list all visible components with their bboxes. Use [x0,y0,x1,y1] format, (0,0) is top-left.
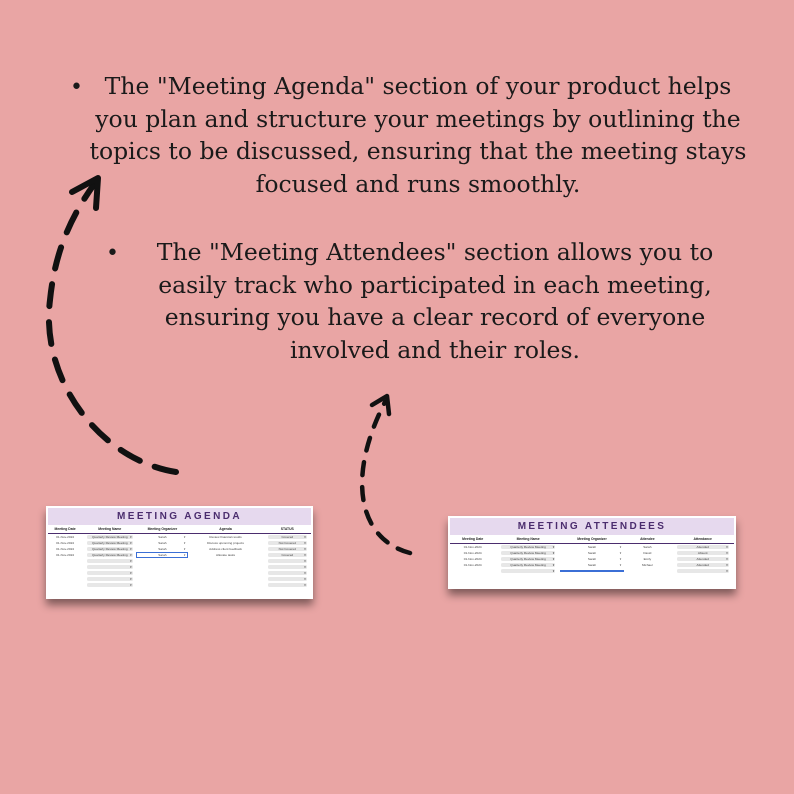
table-cell[interactable] [495,563,560,567]
col-meeting-name: Meeting Name [98,527,122,531]
col-meeting-date: Meeting Date [54,527,76,531]
dropdown-pill[interactable]: Covered ▾ [268,553,307,557]
dropdown-pill[interactable] [87,577,133,581]
col-meeting-organizer: Meeting Organizer [147,527,178,531]
table-cell[interactable] [671,569,733,574]
dropdown-pill[interactable] [87,559,133,563]
dropdown-pill[interactable]: Attended ▾ [677,557,729,561]
dropdown-pill[interactable]: Quarterly Review Meeting ▾ [501,557,555,561]
table-cell[interactable]: Emily [643,557,652,562]
table-cell[interactable]: 01-Nov-2024 [56,541,75,546]
dropdown-pill[interactable] [87,571,133,575]
dropdown-pill[interactable]: Quarterly Review Meeting ▾ [87,553,133,557]
table-cell[interactable]: Michael [642,563,653,568]
dropdown-pill[interactable]: Quarterly Review Meeting ▾ [87,541,133,545]
dropdown-pill[interactable]: Attended ▾ [677,563,729,567]
table-cell[interactable] [82,583,137,588]
dropdown-pill[interactable] [268,577,307,581]
table-cell[interactable]: Sarah ▾ [561,563,623,567]
arrowhead-right-icon [372,396,389,414]
col-agenda: Agenda [219,527,232,531]
table-cell[interactable]: Sarah [643,545,652,550]
table-cell[interactable] [671,551,733,555]
dashed-arrow-left [49,183,176,472]
dropdown-pill[interactable] [87,583,133,587]
table-cell[interactable] [264,559,311,564]
dropdown-pill[interactable] [268,565,307,569]
dropdown-pill[interactable]: Quarterly Review Meeting ▾ [87,547,133,551]
table-row [48,583,311,589]
col-status: STATUS [280,527,294,531]
table-cell[interactable]: 01-Nov-2024 [463,557,482,562]
col-meeting-date: Meeting Date [462,537,484,541]
dropdown-pill[interactable]: Quarterly Review Meeting ▾ [501,551,555,555]
dropdown-pill[interactable] [268,571,307,575]
table-cell[interactable] [82,541,137,545]
table-cell[interactable] [264,571,311,576]
table-cell[interactable]: Sarah ▾ [137,541,187,545]
dropdown-pill[interactable]: Quarterly Review Meeting ▾ [501,563,555,567]
table-cell[interactable] [495,551,560,555]
table-cell[interactable]: Allocate tasks [215,553,236,558]
dropdown-pill[interactable] [677,569,729,573]
table-cell[interactable] [495,557,560,561]
table-cell[interactable]: Sarah ▾ [137,553,187,557]
table-cell[interactable] [82,565,137,570]
agenda-sheet-thumbnail [46,506,313,599]
table-cell[interactable] [264,535,311,539]
bullet-dot-1: • [70,75,83,100]
dropdown-pill[interactable] [268,559,307,563]
table-cell[interactable]: 01-Nov-2024 [463,545,482,550]
table-cell[interactable] [495,569,560,574]
dropdown-pill[interactable]: Covered ▾ [268,535,307,539]
table-cell[interactable] [671,557,733,561]
table-cell[interactable]: 01-Nov-2024 [463,563,482,568]
table-cell[interactable] [671,545,733,549]
dropdown-pill[interactable]: Quarterly Review Meeting ▾ [501,545,555,549]
dropdown-pill[interactable]: Quarterly Review Meeting ▾ [87,535,133,539]
table-cell[interactable] [82,553,137,557]
attendees-sheet-thumbnail [448,516,736,589]
attendees-title: MEETING ATTENDEES [450,518,734,535]
table-cell[interactable] [264,547,311,551]
agenda-description: The "Meeting Agenda" section of your product helps you plan and structure your meetings by outlining the topics to be discussed, ensuring that the meeting stays focused and runs smoothly. [89,72,747,198]
dropdown-pill[interactable]: Not Covered ▾ [268,547,307,551]
table-cell[interactable]: Sarah ▾ [561,551,623,555]
table-cell[interactable]: 01-Nov-2024 [56,535,75,540]
table-cell[interactable] [82,547,137,551]
table-cell[interactable]: Address client feedback [209,547,242,552]
table-cell[interactable]: Sarah ▾ [561,545,623,549]
col-attendance: Attendance [693,537,712,541]
table-row [450,568,734,574]
dashed-arrow-right [362,402,410,553]
table-cell[interactable]: Sarah ▾ [137,547,187,551]
table-cell[interactable] [82,559,137,564]
table-cell[interactable] [264,541,311,545]
table-cell[interactable]: 01-Nov-2024 [56,553,75,558]
table-cell[interactable] [495,545,560,549]
table-cell[interactable]: Review financial results [209,535,242,540]
dropdown-pill[interactable] [268,583,307,587]
dropdown-pill[interactable]: Not Covered ▾ [268,541,307,545]
table-cell[interactable] [82,577,137,582]
agenda-title: MEETING AGENDA [48,508,311,525]
dropdown-pill[interactable]: Absent ▾ [677,551,729,555]
dropdown-pill[interactable] [501,569,555,573]
table-cell[interactable] [264,577,311,582]
table-cell[interactable] [264,565,311,570]
col-attendee: Attendee [640,537,655,541]
col-meeting-name: Meeting Name [516,537,540,541]
attendees-description: The "Meeting Attendees" section allows you to easily track who participated in each meeting, ensuring you have a clear record of everyone involved and their roles. [156,238,714,364]
col-meeting-organizer: Meeting Organizer [577,537,607,541]
agenda-header-row [48,525,311,534]
table-cell[interactable] [82,535,137,539]
table-cell[interactable]: 01-Nov-2024 [56,547,75,552]
table-cell[interactable]: David [643,551,652,556]
table-cell[interactable]: 01-Nov-2024 [463,551,482,556]
table-cell[interactable]: Sarah ▾ [561,557,623,561]
table-cell[interactable] [671,563,733,567]
dropdown-pill[interactable] [87,565,133,569]
bullet-dot-2: • [106,241,119,266]
table-cell[interactable] [264,553,311,557]
dropdown-pill[interactable]: Attended ▾ [677,545,729,549]
attendees-header-row [450,535,734,544]
table-cell[interactable] [264,583,311,588]
table-cell[interactable]: Discuss upcoming projects [207,541,244,546]
table-cell[interactable]: Sarah ▾ [137,535,187,539]
table-cell[interactable] [82,571,137,576]
